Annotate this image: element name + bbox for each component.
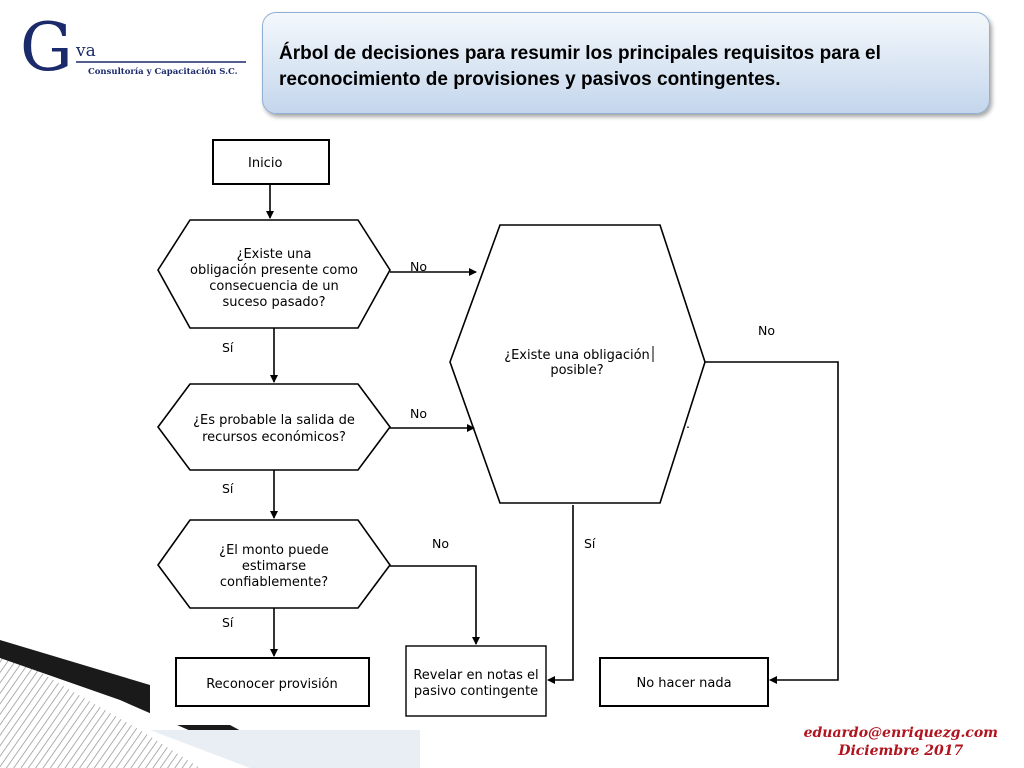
label-q2-no: No xyxy=(410,406,427,421)
question-possible-line-2: posible? xyxy=(550,363,604,378)
logo-letter-g: G xyxy=(20,10,73,85)
question-possible-line-1: ¿Existe una obligación xyxy=(504,348,650,363)
question-obligation-line-1: ¿Existe una xyxy=(236,247,312,262)
disclose-contingent-line-2: pasivo contingente xyxy=(413,684,539,699)
do-nothing-label: No hacer nada xyxy=(636,676,732,691)
slide-title: Árbol de decisiones para resumir los principales requisitos para el reconocimiento de provisiones y pasivos contingentes. xyxy=(279,43,881,90)
question-obligation-line-2: obligación presente como xyxy=(190,263,358,278)
disclose-contingent-line-1: Revelar en notas el xyxy=(413,668,539,683)
signature-email: eduardo@enriquezg.com xyxy=(803,725,998,741)
logo-caption: Consultoría y Capacitación S.C. xyxy=(88,67,238,77)
label-q2-yes: Sí xyxy=(222,481,234,496)
label-possible-no: No xyxy=(758,323,775,338)
question-obligation-line-3: consecuencia de un xyxy=(209,279,339,294)
start-label: Inicio xyxy=(248,156,283,171)
question-estimate-line-2: estimarse xyxy=(241,559,307,574)
label-q3-yes: Sí xyxy=(222,615,234,630)
logo-letters-va: va xyxy=(76,41,96,61)
label-q1-no: No xyxy=(410,259,427,274)
stray-dot: . xyxy=(686,416,690,431)
question-estimate-line-1: ¿El monto puede xyxy=(219,543,329,558)
label-possible-yes: Sí xyxy=(584,536,596,551)
signature-date: Diciembre 2017 xyxy=(838,743,964,759)
label-q1-yes: Sí xyxy=(222,340,234,355)
label-q3-no: No xyxy=(432,536,449,551)
question-probable-line-2: recursos económicos? xyxy=(202,430,346,445)
question-obligation-line-4: suceso pasado? xyxy=(222,295,326,310)
signature xyxy=(804,724,998,760)
recognize-provision-label: Reconocer provisión xyxy=(206,677,338,692)
question-estimate-line-3: confiablemente? xyxy=(219,575,329,590)
question-probable-line-1: ¿Es probable la salida de xyxy=(193,413,355,428)
